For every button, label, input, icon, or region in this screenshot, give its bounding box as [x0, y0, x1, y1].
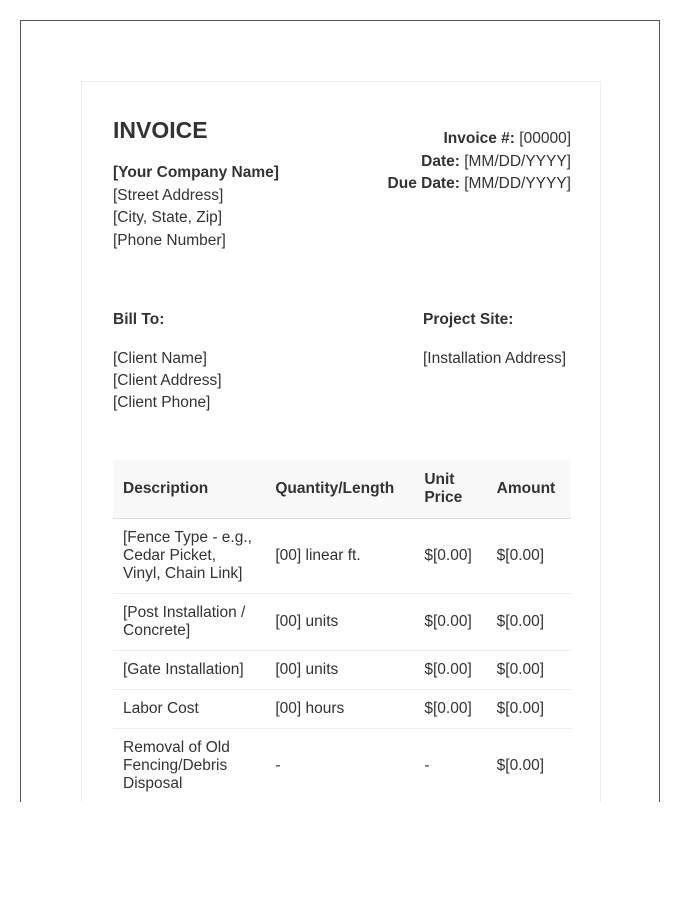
- project-site-heading: Project Site:: [423, 311, 514, 328]
- table-row: [113, 518, 571, 593]
- invoice-due-line: [388, 173, 571, 196]
- invoice-card: [81, 81, 601, 802]
- cell-description: Labor Cost: [113, 689, 265, 728]
- table-header-row: [113, 460, 571, 518]
- company-info: [113, 162, 279, 252]
- table-row: [113, 728, 571, 802]
- cell-description: [Gate Installation]: [113, 650, 265, 689]
- company-city: [City, State, Zip]: [113, 209, 223, 226]
- invoice-number-value: [00000]: [519, 130, 571, 147]
- line-items-table: [113, 460, 571, 802]
- cell-quantity: -: [265, 728, 414, 802]
- page-frame: [20, 20, 660, 802]
- cell-unit-price: $[0.00]: [414, 650, 486, 689]
- table-row: [113, 593, 571, 650]
- invoice-date-value: [MM/DD/YYYY]: [464, 152, 571, 170]
- invoice-content: [113, 113, 571, 792]
- header-description: Description: [113, 460, 265, 518]
- cell-quantity: [00] units: [265, 650, 414, 689]
- client-address: [Client Address]: [113, 372, 222, 389]
- client-name: [Client Name]: [113, 350, 207, 367]
- header-amount: Amount: [487, 460, 571, 518]
- cell-amount: $[0.00]: [487, 650, 571, 689]
- client-phone: [Client Phone]: [113, 394, 211, 411]
- header-quantity: Quantity/Length: [265, 460, 414, 518]
- invoice-number-line: [388, 128, 571, 151]
- cell-unit-price: -: [414, 728, 486, 802]
- cell-description: [Post Installation / Concrete]: [113, 593, 265, 650]
- project-site-section: [423, 309, 571, 370]
- invoice-due-value: [MM/DD/YYYY]: [464, 175, 571, 192]
- invoice-due-label: Due Date:: [387, 175, 460, 192]
- bill-to-heading: Bill To:: [113, 311, 165, 328]
- cell-description: [Fence Type - e.g., Cedar Picket, Vinyl, Chain Link]: [113, 518, 265, 593]
- cell-unit-price: $[0.00]: [414, 689, 486, 728]
- company-name: [Your Company Name]: [113, 164, 279, 181]
- cell-amount: $[0.00]: [487, 518, 571, 593]
- cell-quantity: [00] hours: [265, 689, 414, 728]
- table-row: [113, 689, 571, 728]
- invoice-meta: [388, 128, 571, 196]
- cell-amount: $[0.00]: [487, 728, 571, 802]
- cell-unit-price: $[0.00]: [414, 518, 486, 593]
- invoice-date-label: Date:: [421, 152, 460, 170]
- cell-amount: $[0.00]: [487, 689, 571, 728]
- cell-quantity: [00] units: [265, 593, 414, 650]
- invoice-number-label: Invoice #:: [443, 130, 515, 147]
- invoice-title: INVOICE: [113, 117, 208, 143]
- installation-address: [Installation Address]: [423, 350, 567, 367]
- cell-unit-price: $[0.00]: [414, 593, 486, 650]
- header-unit-price: Unit Price: [414, 460, 486, 518]
- bill-to-section: [113, 309, 222, 414]
- cell-quantity: [00] linear ft.: [265, 518, 414, 593]
- cell-amount: $[0.00]: [487, 593, 571, 650]
- cell-description: Removal of Old Fencing/Debris Disposal: [113, 728, 265, 802]
- invoice-date-line: [388, 151, 571, 174]
- company-phone: [Phone Number]: [113, 231, 226, 249]
- company-street: [Street Address]: [113, 186, 224, 204]
- table-row: [113, 650, 571, 689]
